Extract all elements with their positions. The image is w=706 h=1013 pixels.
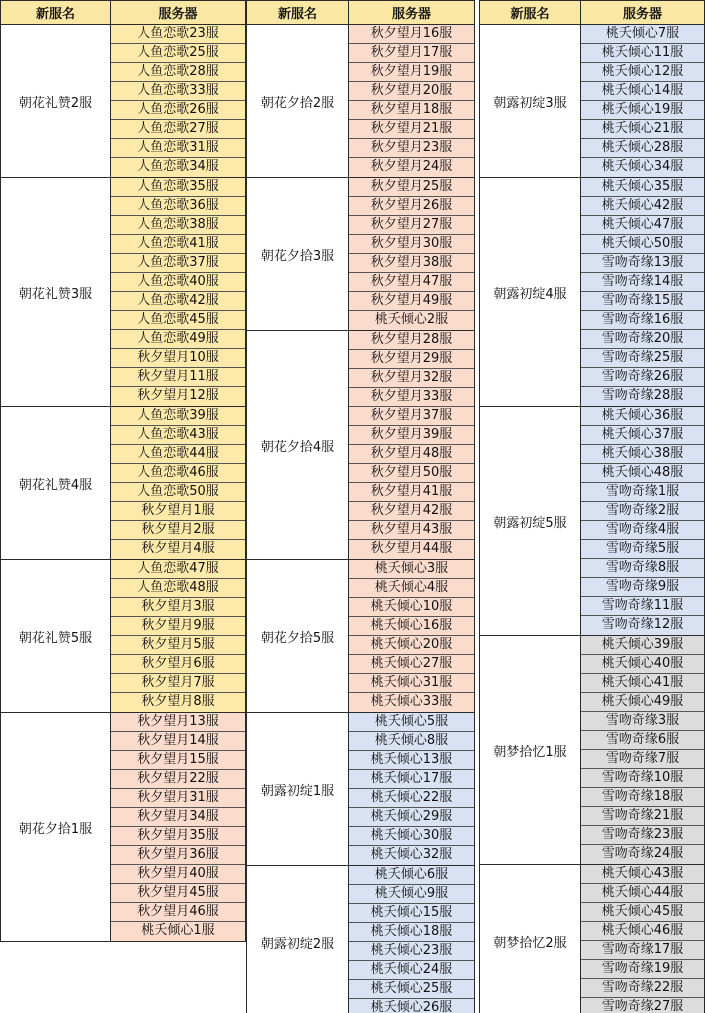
server-cell: 桃夭倾心37服 [581, 426, 704, 445]
table-header [480, 1, 704, 25]
server-cell: 桃夭倾心40服 [581, 655, 704, 674]
server-cell: 人鱼恋歌23服 [111, 25, 245, 44]
server-cell: 桃夭倾心11服 [581, 44, 704, 63]
server-cell: 桃夭倾心27服 [349, 655, 474, 674]
new-server-name: 朝花夕拾4服 [247, 331, 349, 559]
server-cell: 桃夭倾心4服 [349, 579, 474, 598]
server-list [349, 331, 474, 559]
server-cell: 秋夕望月22服 [111, 770, 245, 789]
server-cell: 桃夭倾心7服 [581, 25, 704, 44]
new-server-name: 朝露初绽4服 [480, 178, 581, 406]
server-list [581, 25, 704, 177]
server-cell: 雪吻奇缘17服 [581, 941, 704, 960]
server-cell: 人鱼恋歌33服 [111, 82, 245, 101]
server-cell: 雪吻奇缘20服 [581, 330, 704, 349]
server-cell: 桃夭倾心31服 [349, 674, 474, 693]
server-cell: 桃夭倾心44服 [581, 884, 704, 903]
new-server-name: 朝花夕拾5服 [247, 560, 349, 712]
server-group [247, 866, 474, 1013]
server-cell: 桃夭倾心36服 [581, 407, 704, 426]
server-cell: 桃夭倾心16服 [349, 617, 474, 636]
server-cell: 秋夕望月3服 [111, 598, 245, 617]
server-cell: 桃夭倾心47服 [581, 216, 704, 235]
server-cell: 人鱼恋歌48服 [111, 579, 245, 598]
server-cell: 人鱼恋歌38服 [111, 216, 245, 235]
server-list [111, 25, 245, 177]
new-server-name: 朝露初绽5服 [480, 407, 581, 635]
server-cell: 秋夕望月50服 [349, 464, 474, 483]
server-list [349, 866, 474, 1013]
server-list [349, 178, 474, 330]
server-cell: 秋夕望月1服 [111, 502, 245, 521]
server-cell: 人鱼恋歌28服 [111, 63, 245, 82]
server-cell: 秋夕望月26服 [349, 197, 474, 216]
server-cell: 桃夭倾心25服 [349, 980, 474, 999]
server-cell: 秋夕望月34服 [111, 808, 245, 827]
server-cell: 雪吻奇缘22服 [581, 979, 704, 998]
server-cell: 桃夭倾心6服 [349, 866, 474, 885]
server-cell: 秋夕望月24服 [349, 158, 474, 177]
server-list [349, 25, 474, 177]
server-cell: 桃夭倾心14服 [581, 82, 704, 101]
server-cell: 雪吻奇缘25服 [581, 349, 704, 368]
server-cell: 桃夭倾心32服 [349, 846, 474, 865]
server-cell: 雪吻奇缘9服 [581, 578, 704, 597]
server-cell: 秋夕望月39服 [349, 426, 474, 445]
server-cell: 雪吻奇缘28服 [581, 387, 704, 406]
server-cell: 桃夭倾心10服 [349, 598, 474, 617]
server-cell: 秋夕望月14服 [111, 732, 245, 751]
server-cell: 雪吻奇缘5服 [581, 540, 704, 559]
server-cell: 桃夭倾心5服 [349, 713, 474, 732]
server-cell: 雪吻奇缘19服 [581, 960, 704, 979]
new-server-name: 朝花夕拾1服 [1, 713, 111, 941]
header-servers: 服务器 [158, 7, 198, 22]
server-cell: 秋夕望月17服 [349, 44, 474, 63]
header-new-server-name: 新服名 [247, 1, 349, 24]
server-cell: 人鱼恋歌35服 [111, 178, 245, 197]
server-cell: 人鱼恋歌41服 [111, 235, 245, 254]
server-group [247, 25, 474, 178]
new-server-name: 朝露初绽1服 [247, 713, 349, 865]
server-cell: 雪吻奇缘4服 [581, 521, 704, 540]
server-cell: 桃夭倾心15服 [349, 904, 474, 923]
server-cell: 桃夭倾心49服 [581, 693, 704, 712]
server-cell: 桃夭倾心1服 [111, 922, 245, 941]
server-cell: 雪吻奇缘27服 [581, 998, 704, 1013]
server-list [581, 865, 704, 1013]
server-cell: 桃夭倾心8服 [349, 732, 474, 751]
server-cell: 人鱼恋歌25服 [111, 44, 245, 63]
server-group [1, 560, 245, 713]
server-cell: 雪吻奇缘16服 [581, 311, 704, 330]
server-cell: 秋夕望月47服 [349, 273, 474, 292]
server-list [581, 636, 704, 864]
server-cell: 桃夭倾心45服 [581, 903, 704, 922]
server-cell: 雪吻奇缘23服 [581, 826, 704, 845]
server-cell: 人鱼恋歌34服 [111, 158, 245, 177]
server-cell: 桃夭倾心22服 [349, 789, 474, 808]
new-server-name: 朝梦拾忆1服 [480, 636, 581, 864]
server-cell: 雪吻奇缘11服 [581, 597, 704, 616]
server-cell: 秋夕望月48服 [349, 445, 474, 464]
server-cell: 雪吻奇缘2服 [581, 502, 704, 521]
new-server-name: 朝花礼赞2服 [1, 25, 111, 177]
new-server-name: 朝露初绽3服 [480, 25, 581, 177]
server-group [480, 865, 704, 1013]
server-cell: 人鱼恋歌36服 [111, 197, 245, 216]
server-cell: 秋夕望月11服 [111, 368, 245, 387]
server-cell: 雪吻奇缘15服 [581, 292, 704, 311]
server-cell: 桃夭倾心9服 [349, 885, 474, 904]
server-cell: 桃夭倾心35服 [581, 178, 704, 197]
server-cell: 秋夕望月43服 [349, 521, 474, 540]
server-cell: 桃夭倾心21服 [581, 120, 704, 139]
server-cell: 人鱼恋歌37服 [111, 254, 245, 273]
server-cell: 人鱼恋歌27服 [111, 120, 245, 139]
server-cell: 雪吻奇缘7服 [581, 750, 704, 769]
server-group [1, 25, 245, 178]
server-cell: 人鱼恋歌31服 [111, 139, 245, 158]
server-cell: 桃夭倾心39服 [581, 636, 704, 655]
server-list [349, 560, 474, 712]
header-new-server-name: 新服名 [1, 1, 111, 24]
server-cell: 秋夕望月46服 [111, 903, 245, 922]
server-group [1, 407, 245, 560]
server-group [247, 331, 474, 560]
server-cell: 桃夭倾心48服 [581, 464, 704, 483]
new-server-name: 朝梦拾忆2服 [480, 865, 581, 1013]
server-cell: 雪吻奇缘21服 [581, 807, 704, 826]
server-cell: 秋夕望月28服 [349, 331, 474, 350]
server-cell: 人鱼恋歌44服 [111, 445, 245, 464]
server-cell: 秋夕望月21服 [349, 120, 474, 139]
server-group [480, 407, 704, 636]
table-body [1, 25, 245, 941]
server-cell: 桃夭倾心50服 [581, 235, 704, 254]
server-cell: 人鱼恋歌42服 [111, 292, 245, 311]
server-cell: 秋夕望月15服 [111, 751, 245, 770]
server-cell: 秋夕望月20服 [349, 82, 474, 101]
server-cell: 雪吻奇缘1服 [581, 483, 704, 502]
server-cell: 桃夭倾心30服 [349, 827, 474, 846]
new-server-name: 朝花礼赞5服 [1, 560, 111, 712]
server-cell: 雪吻奇缘13服 [581, 254, 704, 273]
table-body [480, 25, 704, 1013]
server-cell: 桃夭倾心19服 [581, 101, 704, 120]
server-cell: 秋夕望月6服 [111, 655, 245, 674]
server-cell: 桃夭倾心17服 [349, 770, 474, 789]
server-cell: 秋夕望月44服 [349, 540, 474, 559]
server-cell: 桃夭倾心20服 [349, 636, 474, 655]
server-cell: 雪吻奇缘8服 [581, 559, 704, 578]
server-cell: 秋夕望月16服 [349, 25, 474, 44]
new-server-name: 朝花礼赞3服 [1, 178, 111, 406]
server-cell: 人鱼恋歌50服 [111, 483, 245, 502]
server-cell: 人鱼恋歌43服 [111, 426, 245, 445]
server-cell: 桃夭倾心34服 [581, 158, 704, 177]
server-cell: 秋夕望月10服 [111, 349, 245, 368]
server-group [1, 713, 245, 941]
server-list [581, 178, 704, 406]
new-server-name: 朝花夕拾2服 [247, 25, 349, 177]
server-cell: 桃夭倾心23服 [349, 942, 474, 961]
table-body [247, 25, 474, 1013]
server-cell: 雪吻奇缘26服 [581, 368, 704, 387]
server-list [111, 178, 245, 406]
server-group [247, 713, 474, 866]
server-cell: 秋夕望月36服 [111, 846, 245, 865]
server-group [1, 178, 245, 407]
server-table-3 [479, 0, 705, 1013]
table-header [1, 1, 245, 25]
server-cell: 秋夕望月33服 [349, 388, 474, 407]
server-list [349, 713, 474, 865]
server-cell: 秋夕望月8服 [111, 693, 245, 712]
server-cell: 秋夕望月5服 [111, 636, 245, 655]
server-cell: 雪吻奇缘24服 [581, 845, 704, 864]
server-cell: 秋夕望月7服 [111, 674, 245, 693]
server-cell: 秋夕望月18服 [349, 101, 474, 120]
server-cell: 秋夕望月41服 [349, 483, 474, 502]
server-cell: 秋夕望月23服 [349, 139, 474, 158]
server-cell: 雪吻奇缘18服 [581, 788, 704, 807]
server-cell: 桃夭倾心12服 [581, 63, 704, 82]
server-cell: 桃夭倾心43服 [581, 865, 704, 884]
server-cell: 秋夕望月19服 [349, 63, 474, 82]
server-cell: 秋夕望月25服 [349, 178, 474, 197]
server-cell: 秋夕望月30服 [349, 235, 474, 254]
server-cell: 秋夕望月29服 [349, 350, 474, 369]
server-cell: 雪吻奇缘10服 [581, 769, 704, 788]
server-group [247, 560, 474, 713]
server-cell: 人鱼恋歌26服 [111, 101, 245, 120]
server-cell: 秋夕望月12服 [111, 387, 245, 406]
server-cell: 桃夭倾心13服 [349, 751, 474, 770]
server-cell: 人鱼恋歌47服 [111, 560, 245, 579]
server-list [581, 407, 704, 635]
header-servers: 服务器 [391, 7, 431, 22]
new-server-name: 朝花夕拾3服 [247, 178, 349, 330]
server-list [111, 560, 245, 712]
server-cell: 秋夕望月32服 [349, 369, 474, 388]
server-cell: 雪吻奇缘6服 [581, 731, 704, 750]
server-cell: 桃夭倾心42服 [581, 197, 704, 216]
server-cell: 秋夕望月37服 [349, 407, 474, 426]
server-cell: 桃夭倾心38服 [581, 445, 704, 464]
server-cell: 秋夕望月9服 [111, 617, 245, 636]
server-cell: 雪吻奇缘3服 [581, 712, 704, 731]
server-cell: 桃夭倾心18服 [349, 923, 474, 942]
header-servers: 服务器 [622, 7, 662, 22]
server-group [247, 178, 474, 331]
server-cell: 秋夕望月42服 [349, 502, 474, 521]
server-cell: 桃夭倾心29服 [349, 808, 474, 827]
server-group [480, 25, 704, 178]
server-table-1 [0, 0, 246, 942]
new-server-name: 朝露初绽2服 [247, 866, 349, 1013]
server-cell: 秋夕望月2服 [111, 521, 245, 540]
table-header [247, 1, 474, 25]
server-cell: 桃夭倾心41服 [581, 674, 704, 693]
server-cell: 桃夭倾心3服 [349, 560, 474, 579]
server-cell: 秋夕望月40服 [111, 865, 245, 884]
server-cell: 人鱼恋歌40服 [111, 273, 245, 292]
server-cell: 桃夭倾心46服 [581, 922, 704, 941]
server-cell: 秋夕望月31服 [111, 789, 245, 808]
server-cell: 桃夭倾心28服 [581, 139, 704, 158]
new-server-name: 朝花礼赞4服 [1, 407, 111, 559]
server-cell: 人鱼恋歌46服 [111, 464, 245, 483]
server-cell: 人鱼恋歌39服 [111, 407, 245, 426]
server-cell: 桃夭倾心24服 [349, 961, 474, 980]
server-cell: 桃夭倾心33服 [349, 693, 474, 712]
server-cell: 雪吻奇缘14服 [581, 273, 704, 292]
server-cell: 秋夕望月49服 [349, 292, 474, 311]
server-cell: 桃夭倾心2服 [349, 311, 474, 330]
server-cell: 桃夭倾心26服 [349, 999, 474, 1013]
server-cell: 秋夕望月45服 [111, 884, 245, 903]
server-cell: 秋夕望月13服 [111, 713, 245, 732]
server-cell: 雪吻奇缘12服 [581, 616, 704, 635]
server-cell: 秋夕望月4服 [111, 540, 245, 559]
server-cell: 人鱼恋歌49服 [111, 330, 245, 349]
server-cell: 秋夕望月27服 [349, 216, 474, 235]
server-table-2 [246, 0, 475, 1013]
server-group [480, 178, 704, 407]
header-new-server-name: 新服名 [480, 1, 581, 24]
server-list [111, 407, 245, 559]
server-list [111, 713, 245, 941]
server-group [480, 636, 704, 865]
server-cell: 秋夕望月35服 [111, 827, 245, 846]
server-cell: 秋夕望月38服 [349, 254, 474, 273]
server-cell: 人鱼恋歌45服 [111, 311, 245, 330]
